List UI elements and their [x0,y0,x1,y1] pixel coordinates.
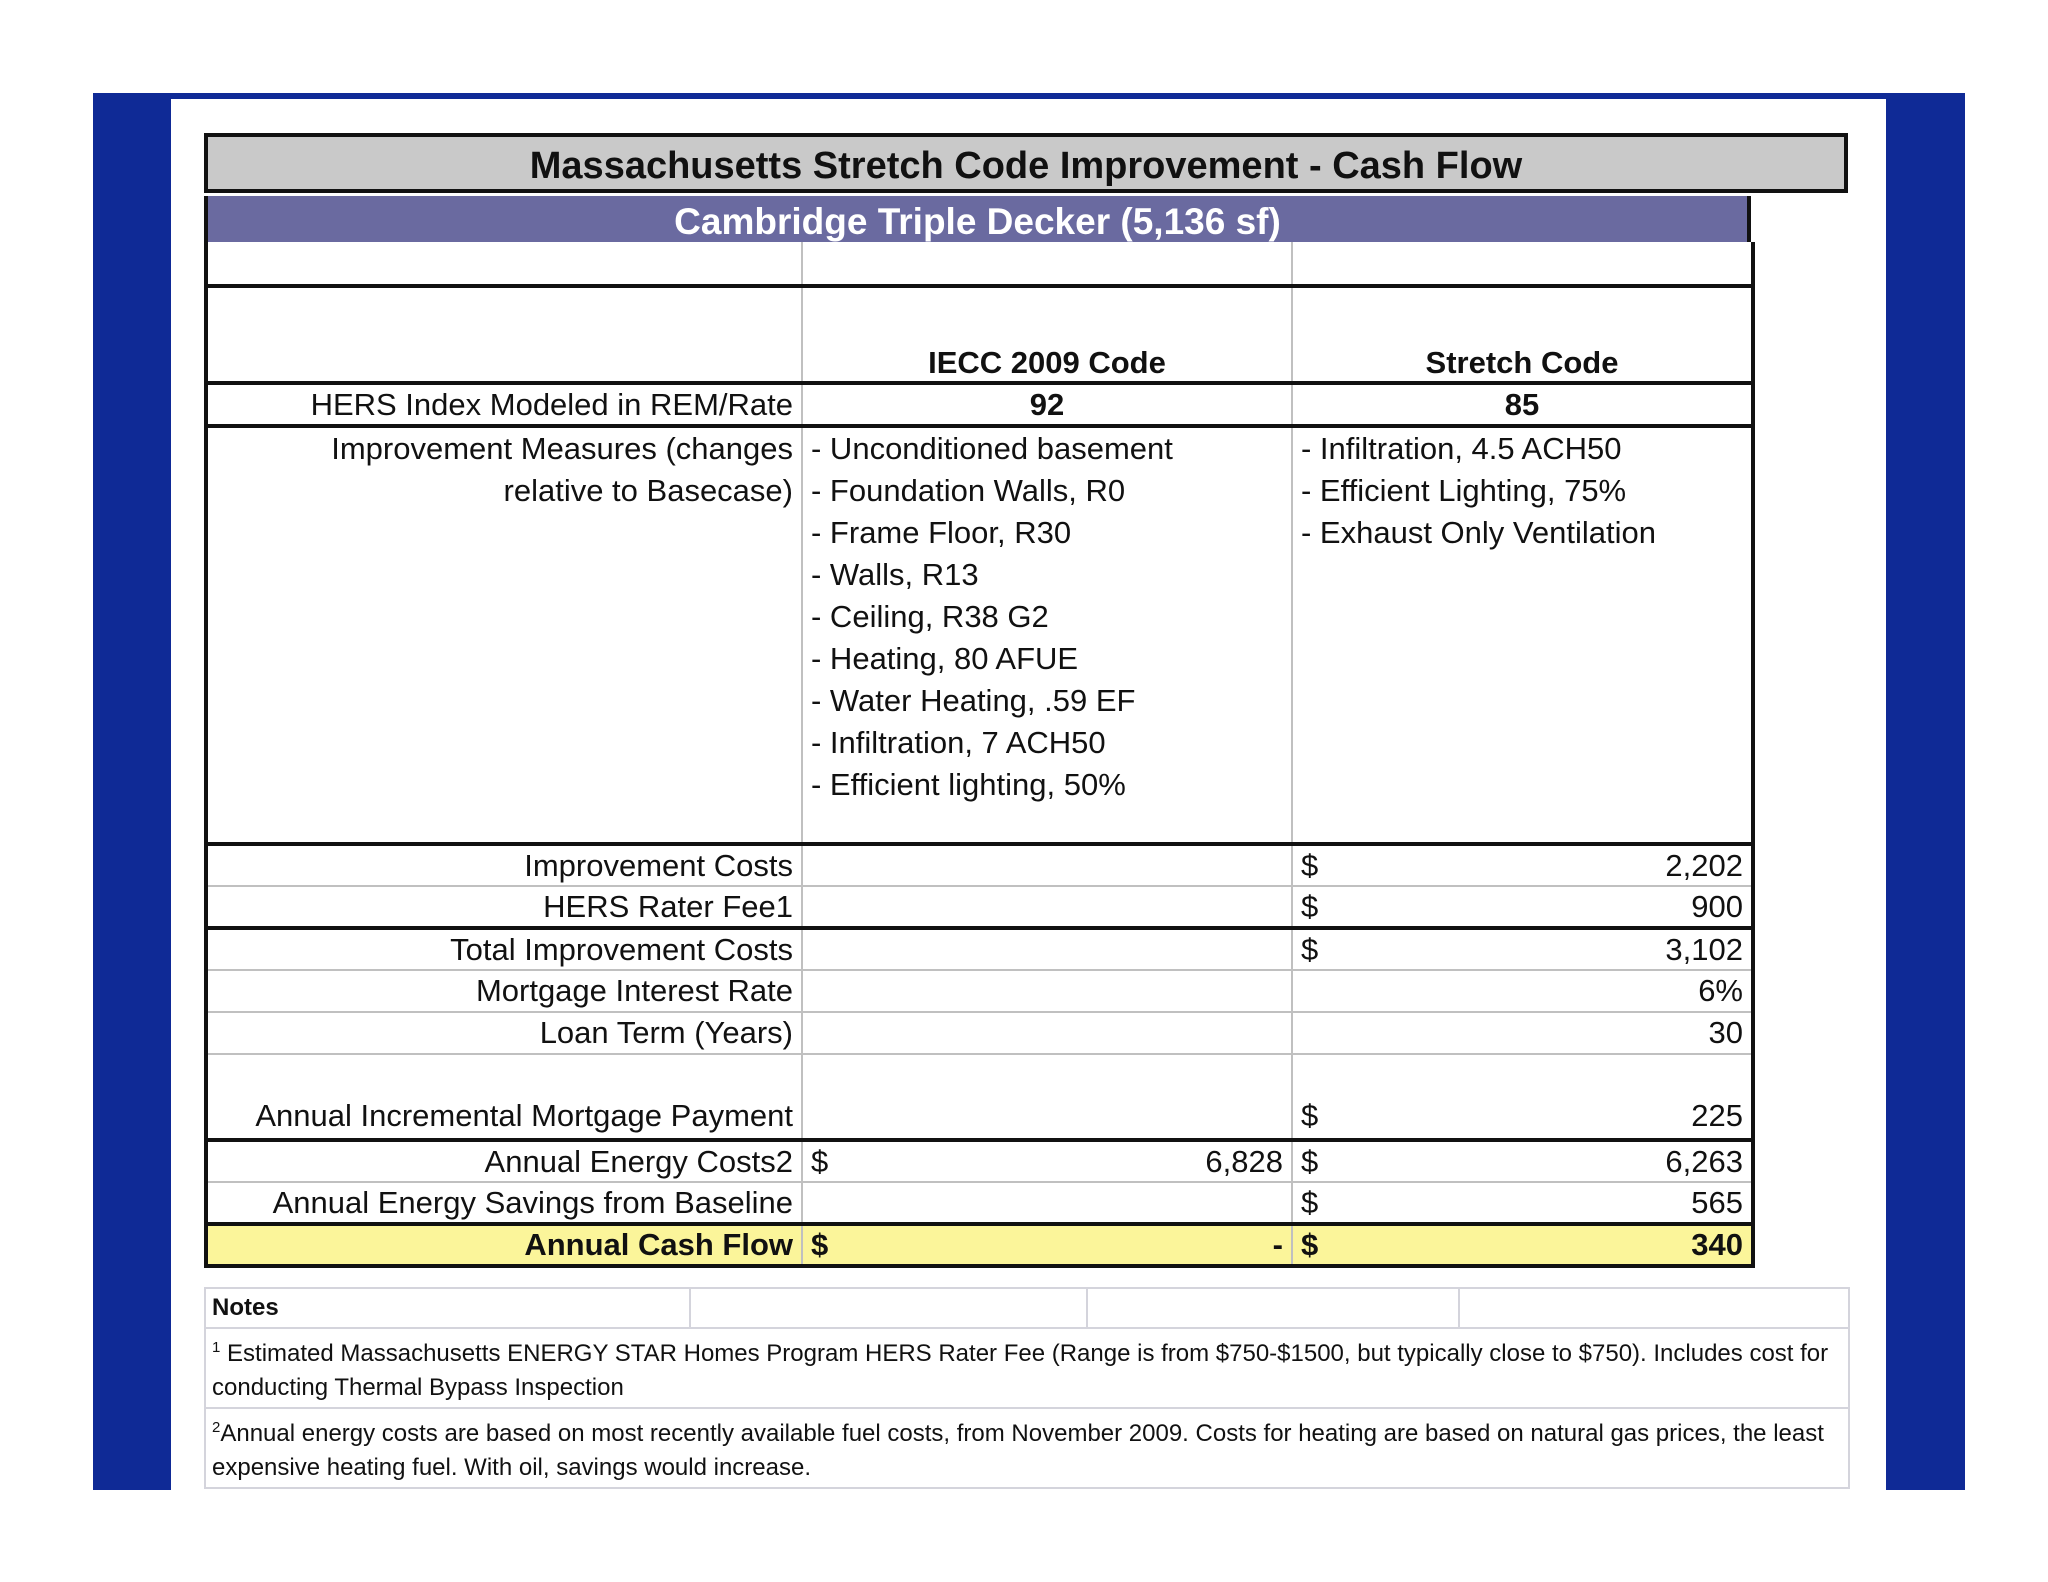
list-item: - Infiltration, 4.5 ACH50 [1301,431,1622,466]
measures-stretch-list [1292,426,1753,844]
table-row: Annual Energy Costs2 $ 6,828 $ 6,263 [206,1140,1753,1182]
notes-title: Notes [205,1288,690,1328]
list-item: - Walls, R13 [811,557,979,592]
sheet-subtitle: Cambridge Triple Decker (5,136 sf) [204,196,1751,242]
header-row [206,286,1753,383]
measures-row [206,426,1753,844]
list-item: - Frame Floor, R30 [811,515,1072,550]
slide-frame-right [1886,93,1965,1490]
hers-iecc: 92 [802,383,1292,426]
list-item: - Unconditioned basement [811,431,1173,466]
measures-iecc-list [802,426,1292,844]
list-item: - Water Heating, .59 EF [811,683,1136,718]
slide-frame-left [93,93,171,1490]
list-item: - Foundation Walls, R0 [811,473,1126,508]
col-header-stretch: Stretch Code [1292,286,1753,383]
list-item: - Efficient lighting, 50% [811,767,1126,802]
cash-flow-row: Annual Cash Flow $ - $ 340 [206,1224,1753,1266]
hers-stretch: 85 [1292,383,1753,426]
col-header-iecc: IECC 2009 Code [802,286,1292,383]
list-item: - Efficient Lighting, 75% [1301,473,1627,508]
table-row: Annual Incremental Mortgage Payment $ 225 [206,1054,1753,1140]
cash-flow-table [204,242,1755,1268]
table-row: Annual Energy Savings from Baseline $ 565 [206,1182,1753,1224]
slide-frame-top [93,93,1965,99]
list-item: - Infiltration, 7 ACH50 [811,725,1106,760]
list-item: - Ceiling, R38 G2 [811,599,1049,634]
table-row: HERS Rater Fee1 $ 900 [206,886,1753,928]
hers-row [206,383,1753,426]
table-row: Improvement Costs $ 2,202 [206,844,1753,886]
hers-label: HERS Index Modeled in REM/Rate [206,383,802,426]
table-row: Loan Term (Years) 30 [206,1012,1753,1054]
measures-label: Improvement Measures (changes relative to Basecase) [206,426,802,844]
table-row: Mortgage Interest Rate 6% [206,970,1753,1012]
blank-row [206,242,1753,286]
note-1: $^1$ Estimated Massachusetts ENERGY STAR Homes Program HERS Rater Fee (Range is from $750-$1500, but typically close to $750). Includes cost for conducting Thermal Bypass Inspection [205,1328,1849,1408]
list-item: - Heating, 80 AFUE [811,641,1079,676]
note-2: $^2$Annual energy costs are based on most recently available fuel costs, from November 2009. Costs for heating are based on natural gas prices, the least expensive heating fuel. With oil, savings would increase. [205,1408,1849,1488]
sheet-title: Massachusetts Stretch Code Improvement - Cash Flow [204,133,1848,193]
table-row: Total Improvement Costs $ 3,102 [206,928,1753,970]
list-item: - Exhaust Only Ventilation [1301,515,1656,550]
notes-table [204,1287,1850,1489]
